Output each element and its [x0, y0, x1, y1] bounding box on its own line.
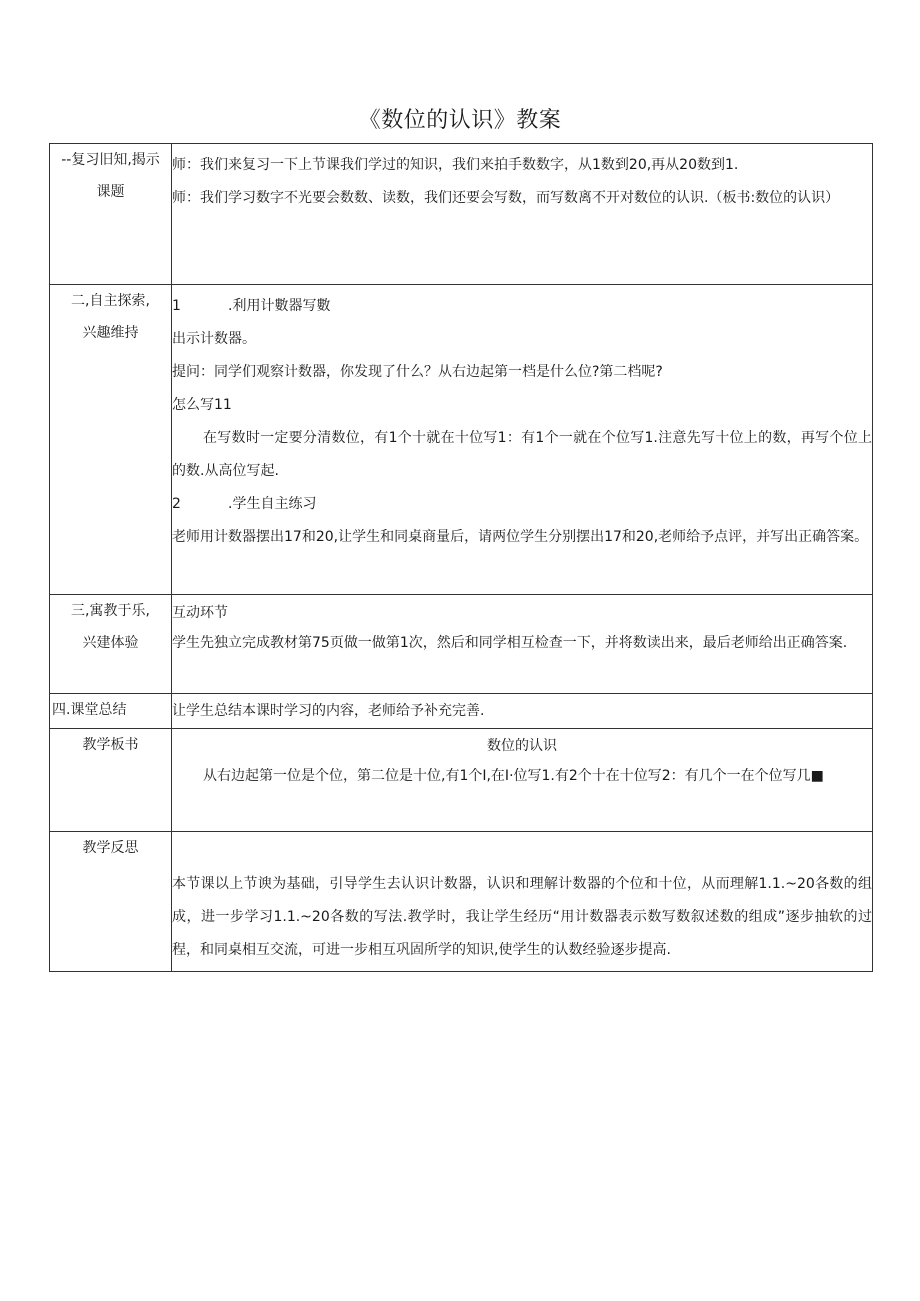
- paragraph: 互动环节: [172, 605, 228, 621]
- paragraph: 让学生总结本课时学习的内容，老师给予补充完善.: [172, 702, 485, 719]
- row-label-line: 四.课堂总结: [52, 702, 127, 718]
- row-content-explore: [172, 285, 873, 595]
- row-label-line: 课题: [96, 184, 125, 200]
- paragraph: 学生先独立完成教材第75页做一做第1次，然后和同学相互检查一下，并将数读出来，最后老师给出正确答案.: [172, 635, 848, 651]
- item-text: .学生自主练习: [228, 496, 317, 512]
- item-number: 1: [172, 298, 181, 314]
- lesson-plan-table: [49, 143, 873, 972]
- paragraph: 怎么写11: [172, 397, 232, 413]
- paragraph: 从右边起第一位是个位，第二位是十位,有1个I,在I·位写1.有2个十在十位写2：有几个一在个位写几■: [203, 768, 824, 784]
- table-row-review: [50, 144, 873, 285]
- row-label-summary: [50, 694, 172, 729]
- row-label-review: [50, 144, 172, 285]
- row-label-line: 教学反思: [82, 840, 139, 856]
- table-row-board: [50, 729, 873, 832]
- list-item: [172, 290, 872, 323]
- row-content-summary: [172, 694, 873, 729]
- paragraph: 出示计数器。: [172, 331, 256, 347]
- row-content-reflection: [172, 832, 873, 972]
- table-row-explore: [50, 285, 873, 595]
- table-row-reflection: [50, 832, 873, 972]
- board-heading: 数位的认识: [487, 738, 557, 754]
- paragraph: 提问：同学们观察计数器，你发现了什么？从右边起第一档是什么位?第二档呢?: [172, 364, 663, 380]
- row-label-line: 二,自主探索,: [71, 293, 150, 309]
- list-item: [172, 488, 872, 521]
- paragraph: 师：我们来复习一下上节课我们学过的知识，我们来拍手数数字，从1数到20,再从20数到1.: [172, 157, 739, 173]
- row-label-reflection: [50, 832, 172, 972]
- row-label-line: 教学板书: [82, 737, 139, 753]
- table-row-summary: [50, 694, 873, 729]
- row-content-board: [172, 729, 873, 832]
- row-label-board: [50, 729, 172, 832]
- row-content-fun: [172, 595, 873, 694]
- row-label-line: --复习旧知,揭示: [61, 152, 160, 168]
- table-row-fun: [50, 595, 873, 694]
- item-text: .利用计數器写數: [228, 298, 331, 314]
- row-label-explore: [50, 285, 172, 595]
- paragraph: 老师用计数器摆出17和20,让学生和同桌商量后，请两位学生分别摆出17和20,老师给予点评，并写出正确答案。: [172, 529, 869, 545]
- row-content-review: [172, 144, 873, 285]
- paragraph: 师：我们学习数字不光要会数数、读数，我们还要会写数，而写数离不开对数位的认识.（板书:数位的认识）: [172, 190, 840, 206]
- row-label-fun: [50, 595, 172, 694]
- paragraph: 在写数时一定要分清数位，有1个十就在十位写1：有1个一就在个位写1.注意先写十位上的数，再写个位上的数.从高位写起.: [172, 430, 872, 479]
- document-title: 《数位的认识》教案: [358, 108, 562, 133]
- row-label-line: 兴趣维持: [82, 325, 139, 341]
- item-number: 2: [172, 496, 181, 512]
- row-label-line: 兴建体验: [82, 635, 139, 651]
- row-label-line: 三,寓教于乐,: [71, 603, 150, 619]
- paragraph: 本节课以上节谀为基础，引导学生去认识计数器，认识和理解计数器的个位和十位，从而理解1.1.~20各数的组成，进一步学习1.1.~20各数的写法.教学时，我让学生经历“用计数器表示数写数叙述数的组成”逐步抽软的过程，和同桌相互交流，可进一步相互巩固所学的知识,使学生的认数经验逐步提高.: [172, 876, 872, 958]
